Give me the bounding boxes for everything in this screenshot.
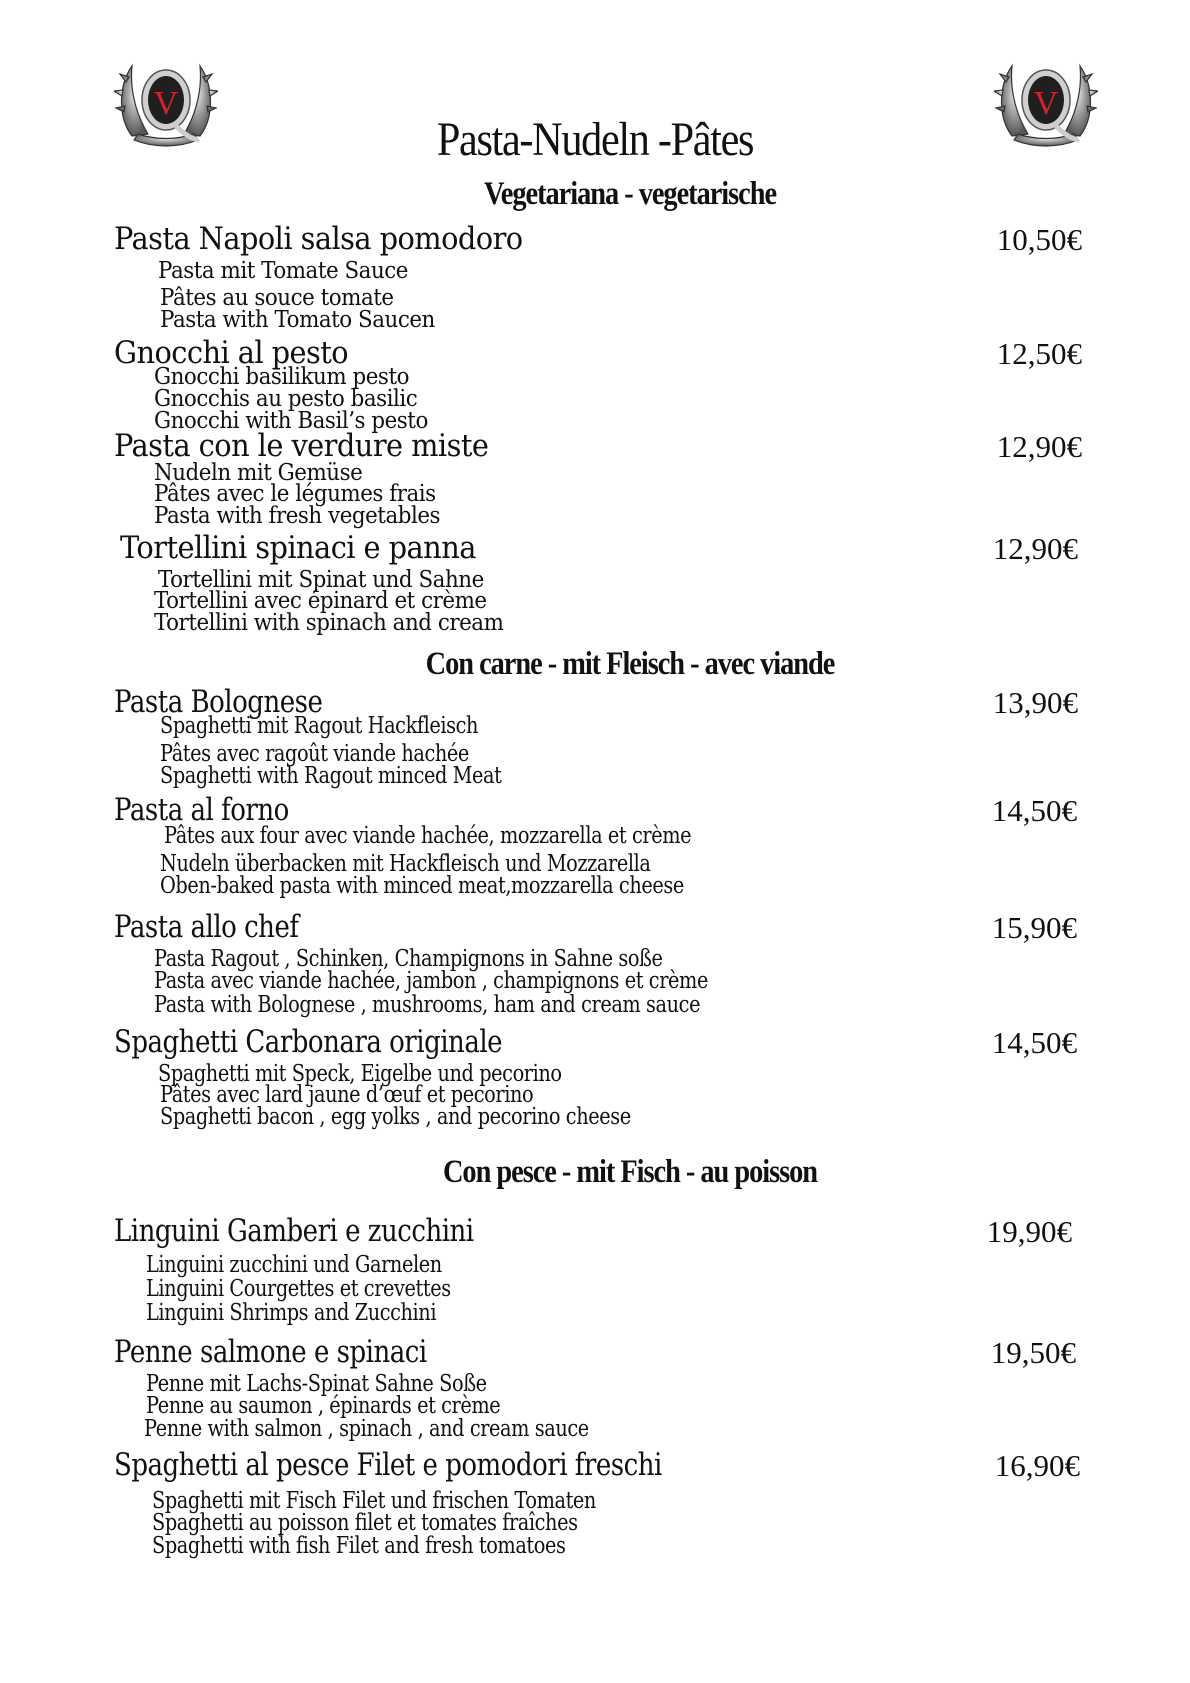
dish-desc-fr: Pâtes avec ragoût viande hachée [160, 741, 469, 767]
dish-desc-fr: Pâtes avec le légumes frais [154, 481, 436, 507]
menu-item [114, 1334, 589, 1442]
dish-desc-de: Tortellini mit Spinat und Sahne [158, 567, 484, 593]
dish-price: 12,90€ [996, 429, 1082, 464]
dish-name: Pasta al forno [114, 792, 289, 828]
dish-price: 15,90€ [991, 910, 1077, 945]
dish-desc-fr: Spaghetti au poisson filet et tomates fraîches [152, 1510, 578, 1536]
dish-name: Tortellini spinaci e panna [120, 530, 476, 566]
menu-item [114, 428, 517, 529]
dish-desc-en: Pasta with Bolognese , mushrooms, ham and cream sauce [154, 992, 701, 1018]
dish-desc-fr: Penne au saumon , épinards et crème [146, 1393, 501, 1419]
dish-price: 19,50€ [990, 1335, 1076, 1370]
dish-desc-de: Spaghetti mit Ragout Hackfleisch [160, 713, 479, 739]
menu-item [114, 221, 553, 333]
dish-price: 13,90€ [992, 685, 1078, 720]
dish-desc-de: Penne mit Lachs-Spinat Sahne Soße [146, 1371, 487, 1397]
dish-desc-en: Oben-baked pasta with minced meat,mozzarella cheese [160, 873, 684, 899]
dish-desc-de: Spaghetti mit Speck, Eigelbe und pecorino [158, 1061, 562, 1087]
dish-name: Pasta Bolognese [114, 684, 323, 720]
dish-desc-en: Spaghetti with Ragout minced Meat [160, 763, 502, 789]
dish-price: 12,50€ [996, 336, 1082, 371]
menu-item [114, 792, 692, 899]
dish-price: 16,90€ [994, 1448, 1080, 1483]
dish-desc-en: Tortellini with spinach and cream [154, 610, 504, 636]
dish-price: 14,50€ [991, 793, 1077, 828]
dish-desc-en: Pasta with Tomato Saucen [160, 307, 435, 333]
dish-desc-de: Pasta mit Tomate Sauce [158, 258, 408, 284]
dish-price: 12,90€ [992, 531, 1078, 566]
menu-item [114, 335, 428, 434]
dish-desc-fr: Pasta avec viande hachée, jambon , champignons et crème [154, 968, 708, 994]
dish-price: 14,50€ [991, 1025, 1077, 1060]
dish-desc-de: Nudeln überbacken mit Hackfleisch und Mozzarella [160, 851, 651, 877]
dish-name: Gnocchi al pesto [114, 335, 349, 371]
menu-item [114, 1024, 631, 1130]
dish-desc-en: Linguini Shrimps and Zucchini [146, 1300, 437, 1326]
dish-desc-fr: Pâtes aux four avec viande hachée, mozzarella et crème [164, 823, 692, 849]
dish-desc-en: Gnocchi with Basil’s pesto [154, 408, 428, 434]
dish-desc-de: Nudeln mit Gemüse [154, 460, 363, 486]
crest-letter: V [153, 85, 179, 122]
dish-name: Pasta allo chef [114, 909, 299, 945]
dish-price: 19,90€ [986, 1214, 1072, 1249]
dish-desc-fr: Linguini Courgettes et crevettes [146, 1276, 451, 1302]
menu-item [114, 684, 502, 789]
section-heading-fish: Con pesce - mit Fisch - au poisson [442, 1154, 818, 1190]
dish-name: Penne salmone e spinaci [114, 1334, 427, 1370]
dish-desc-fr: Gnocchis au pesto basilic [154, 386, 418, 412]
dish-name: Linguini Gamberi e zucchini [114, 1213, 474, 1249]
dish-desc-de: Gnocchi basilikum pesto [154, 364, 409, 390]
menu-item [114, 909, 708, 1018]
menu-item [120, 530, 504, 636]
dish-desc-de: Linguini zucchini und Garnelen [146, 1252, 442, 1278]
dish-name: Pasta Napoli salsa pomodoro [114, 221, 523, 257]
dish-desc-en: Spaghetti with fish Filet and fresh tomatoes [152, 1533, 566, 1559]
menu-item [114, 1213, 542, 1326]
crest-letter: V [1033, 85, 1059, 122]
dish-desc-de: Spaghetti mit Fisch Filet und frischen Tomaten [152, 1488, 596, 1514]
dish-desc-fr: Tortellini avec épinard et crème [154, 588, 487, 614]
dish-desc-en: Penne with salmon , spinach , and cream sauce [144, 1416, 589, 1442]
dish-desc-de: Pasta Ragout , Schinken, Champignons in Sahne soße [154, 946, 663, 972]
dish-desc-en: Spaghetti bacon , egg yolks , and pecorino cheese [160, 1104, 631, 1130]
section-heading-meat: Con carne - mit Fleisch - avec viande [425, 646, 835, 682]
dish-desc-fr: Pâtes avec lard jaune d’œuf et pecorino [160, 1082, 534, 1108]
dish-price: 10,50€ [996, 222, 1082, 257]
dish-name: Pasta con le verdure miste [114, 428, 489, 464]
menu-item [114, 1447, 766, 1559]
page-title: Pasta-Nudeln -Pâtes [436, 113, 754, 166]
dish-name: Spaghetti Carbonara originale [114, 1024, 503, 1060]
section-heading-vegetarian: Vegetariana - vegetarische [483, 176, 777, 212]
dish-desc-en: Pasta with fresh vegetables [154, 503, 441, 529]
dish-desc-fr: Pâtes au souce tomate [160, 285, 394, 311]
dish-name: Spaghetti al pesce Filet e pomodori freschi [114, 1447, 662, 1483]
